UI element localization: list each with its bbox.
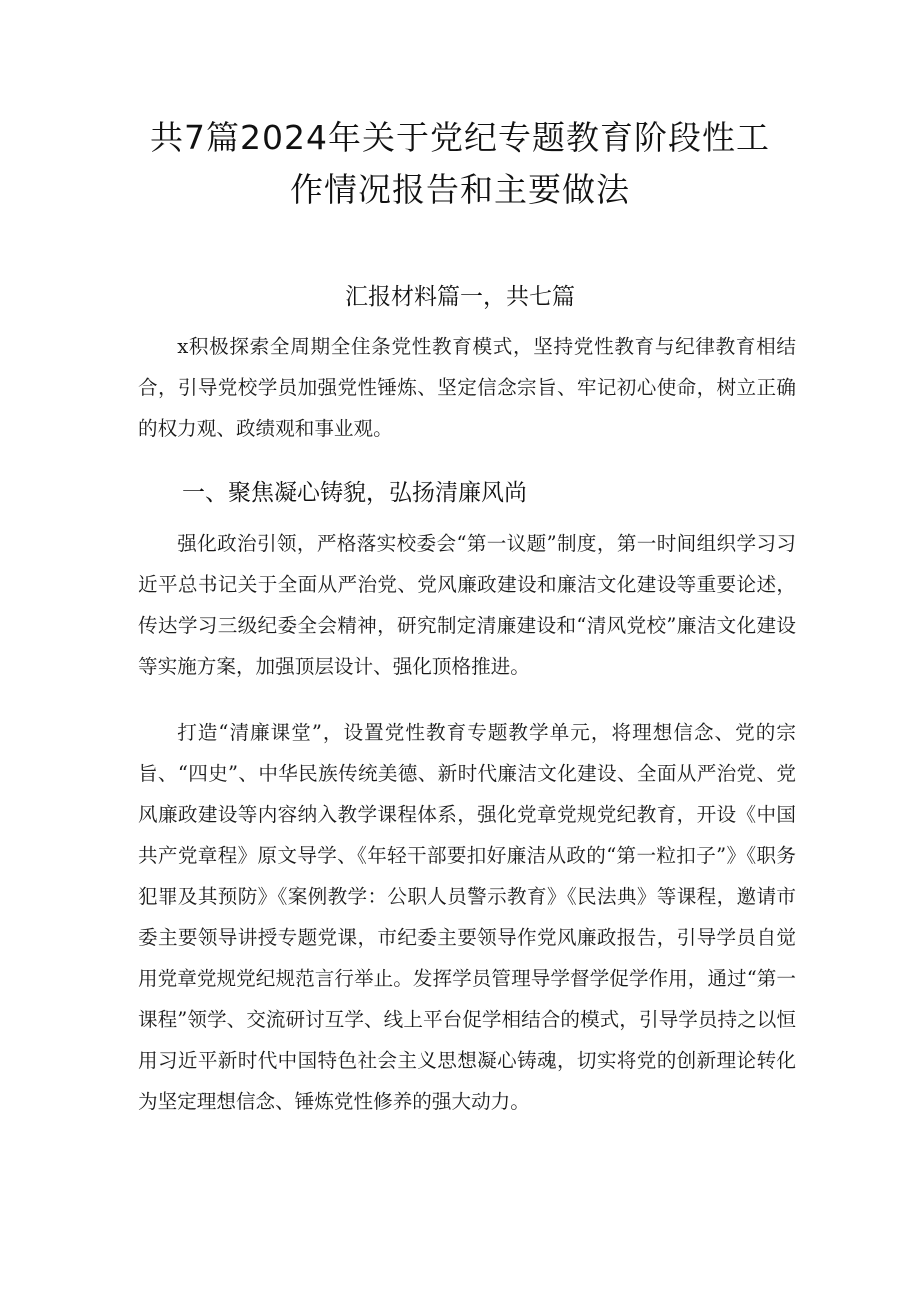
title-line-1: 共7篇2024年关于党纪专题教育阶段性工: [150, 118, 770, 157]
document-title: [120, 112, 800, 216]
body-paragraph: 打造“清廉课堂”，设置党性教育专题教学单元，将理想信念、党的宗旨、“四史”、中华民族传统美德、新时代廉洁文化建设、全面从严治党、党风廉政建设等内容纳入教学课程体系，强化党章党规党纪教育，开设《中国共产党章程》原文导学、《年轻干部要扣好廉洁从政的“第一粒扣子”》《职务犯罪及其预防》《案例教学：公职人员警示教育》《民法典》等课程，邀请市委主要领导讲授专题党课，市纪委主要领导作党风廉政报告，引导学员自觉用党章党规党纪规范言行举止。发挥学员管理导学督学促学作用，通过“第一课程”领学、交流研讨互学、线上平台促学相结合的模式，引导学员持之以恒用习近平新时代中国特色社会主义思想凝心铸魂，切实将党的创新理论转化为坚定理想信念、锤炼党性修养的强大动力。: [138, 721, 796, 1113]
document-subtitle: 汇报材料篇一，共七篇: [345, 284, 575, 310]
title-line-2: 作情况报告和主要做法: [290, 170, 630, 209]
intro-paragraph: x积极探索全周期全住条党性教育模式，坚持党性教育与纪律教育相结合，引导党校学员加强党性锤炼、坚定信念宗旨、牢记初心使命，树立正确的权力观、政绩观和事业观。: [138, 335, 796, 440]
section-heading: 一、聚焦凝心铸貌，弘扬清廉风尚: [182, 480, 527, 506]
body-paragraph: 强化政治引领，严格落实校委会“第一议题”制度，第一时间组织学习习近平总书记关于全面从严治党、党风廉政建设和廉洁文化建设等重要论述，传达学习三级纪委全会精神，研究制定清廉建设和“清风党校”廉洁文化建设等实施方案，加强顶层设计、强化顶格推进。: [138, 532, 796, 678]
